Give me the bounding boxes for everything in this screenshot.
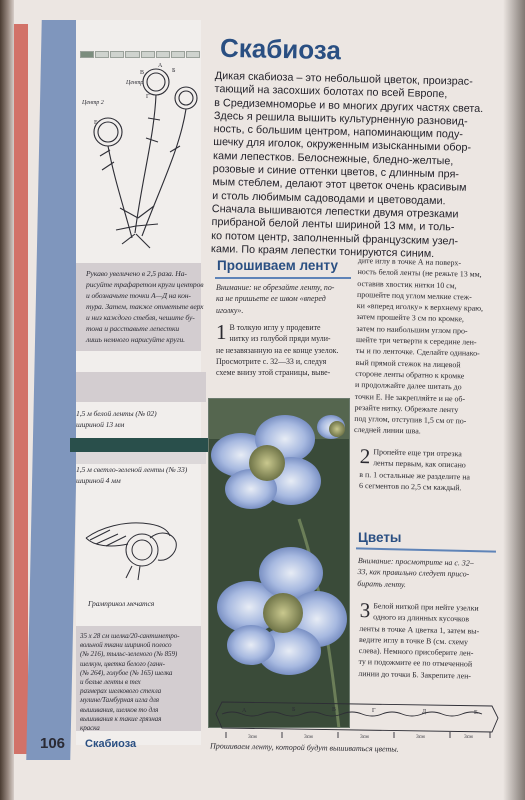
- lead-line: Внимание: не обрезайте ленту, по-: [216, 283, 335, 292]
- intro-line: Здесь я решила вышить культурненную разновид-: [213, 109, 468, 128]
- step-2: [359, 446, 520, 495]
- step-line: ленты в точке А цветка 1, затем вы-: [359, 623, 480, 636]
- ruler-segment: 3см: [360, 734, 369, 740]
- caption-line: рисуйте трафаретом круги центров: [86, 280, 204, 289]
- step-line: В толкую иглу у продевите: [229, 323, 321, 332]
- caption-line: Рукаво увеличено в 2,5 раза. На-: [86, 269, 187, 278]
- lead-line: Внимание: просмотрите на с. 32–: [357, 555, 474, 568]
- diagram-label-v: В: [140, 70, 145, 76]
- diagram-label-e: Е: [94, 120, 98, 126]
- intro-line: мым стеблем, делают этот цветок очень красивым: [212, 176, 467, 195]
- ruler-segment: 3см: [464, 734, 473, 740]
- dark-green-divider: [70, 438, 215, 452]
- ruler-segment: 3см: [248, 734, 257, 740]
- materials-line: вышивания к такие грязная: [80, 714, 162, 723]
- tape-line: 1,5 м светло-зеленой ленты (№ 33): [76, 465, 188, 474]
- step-number: 2: [359, 444, 371, 469]
- tape-line: шириной 13 мм: [76, 420, 125, 429]
- materials-line: и белые ленты в тех: [80, 678, 141, 687]
- body-line: ность белой ленты (не режьте 13 мм,: [357, 267, 482, 280]
- tape-spec-2: [76, 464, 187, 486]
- color-swatch-bar: [80, 51, 200, 58]
- materials-line: мулине/Тамбурная игла для: [80, 696, 159, 705]
- step-line: Просмотрите с. 32—33 и, следуя: [216, 356, 327, 366]
- body-line: стороне ленты обратно к кромке: [355, 368, 465, 381]
- materials-line: размерах шелкового стекла: [80, 687, 162, 696]
- lead-line: 33, как правильно следует присо-: [357, 567, 470, 579]
- red-margin-stripe: [12, 24, 28, 754]
- tape-line: 1,5 м белой ленты (№ 02): [76, 409, 157, 418]
- body-line: точки Е. Не закрепляйте и не об-: [354, 391, 466, 404]
- caption-line: тона и расставьте лепестки: [86, 324, 180, 333]
- diagram-label-center: Центр: [126, 80, 144, 86]
- section-heading-ribbon: Прошиваем ленту: [217, 258, 338, 273]
- photo-caption: Прошиваем ленту, которой будут вышиваться цветы.: [209, 741, 399, 754]
- materials-line: вышивания, шелков то для: [80, 705, 159, 714]
- body-line: и продолжайте далее шитать до: [354, 380, 462, 392]
- edge-shadow: [503, 0, 525, 800]
- step-line: ведите иглу в точке В (см. схему: [359, 634, 469, 647]
- body-line: следней линии шва.: [353, 425, 421, 436]
- step-number: 1: [216, 320, 227, 344]
- materials-list: [80, 632, 179, 733]
- intro-line: в Средиземноморье и во многих других частях света.: [214, 96, 484, 115]
- intro-line: Дикая скабиоза – это небольшой цветок, произрас-: [214, 70, 473, 88]
- tape-band: [76, 372, 206, 402]
- caption-line: Грамприкол мечатся: [88, 599, 155, 608]
- section1-lead: [216, 282, 356, 316]
- ruler-segment: 3см: [304, 734, 313, 740]
- flower-photo: [208, 398, 350, 728]
- lead-line: ка не пришьете ее швом «вперед: [216, 294, 326, 304]
- ruler-label: В: [332, 707, 337, 713]
- section2-lead: [357, 555, 518, 593]
- diagram-label-g: Г: [146, 94, 150, 100]
- body-line: затем по наибольшим углом про-: [356, 323, 468, 336]
- body-line: дите иглу в точке А на поверх-: [357, 255, 462, 268]
- heading-rule: [356, 547, 496, 552]
- intro-line: ность, с большим центром, напоминающим поду-: [213, 123, 464, 141]
- tape-line: шириной 4 мм: [76, 476, 121, 485]
- step-line: в п. 1 остальные же разделите на: [359, 469, 471, 482]
- ruler-segment: 3см: [416, 734, 425, 740]
- intro-line: розовые и синие оттенки цветов, с длинным пря-: [212, 163, 460, 181]
- intro-line: ко потом центр, заполненный французским узел-: [211, 229, 459, 248]
- step-line: ту и подожмите ее по отмеченной: [358, 657, 473, 670]
- step-line: одного из длинных кусочков: [373, 612, 470, 624]
- intro-line: тающий на засохших болотах по всей Европе,: [214, 83, 448, 101]
- caption-line: тура. Затем, также отметьте верх: [86, 302, 204, 311]
- body-line: оставив хвостик нитки 10 см,: [357, 278, 457, 290]
- heading-rule: [215, 277, 351, 279]
- flower-pattern-diagram: [80, 58, 210, 263]
- ruler-label: Г: [372, 708, 376, 714]
- caption-line: и низ каждого стебля, чешите бу-: [86, 313, 195, 322]
- lead-line: бирать ленту.: [357, 578, 407, 589]
- intro-line: Сначала вышиваются лепестки двумя отрезками: [211, 202, 459, 221]
- step-line: ленты первым, как описано: [373, 458, 466, 470]
- page-number: 106: [40, 735, 66, 752]
- intro-line: ками. По краям лепестки тонируются синим.: [210, 242, 435, 260]
- intro-line: ками лепестков. Белоснежные, бледно-желтые,: [212, 149, 454, 168]
- diagram-label-b: Б: [172, 68, 176, 74]
- materials-line: 35 х 28 см шелка/20-сантиметро-: [80, 632, 180, 640]
- body-line: под углом, отступив 1,5 см от по-: [354, 414, 467, 426]
- caption-line: и обозначьте точки А—Д на кон-: [86, 291, 191, 300]
- diagram-2-caption: [88, 598, 154, 609]
- intro-paragraph: [211, 70, 515, 263]
- scabiosa-flowers-image: [209, 399, 350, 728]
- ruler-label: А: [242, 708, 247, 714]
- right-column-text: [354, 255, 518, 439]
- step-line: линии до точки Б. Закрепите лен-: [358, 668, 472, 681]
- step-line: слева). Немного присоберите лен-: [358, 646, 474, 658]
- step-line: не незавязанную на ее конце узелок.: [216, 345, 339, 355]
- step-line: Белой ниткой при нейте узелки: [373, 601, 479, 613]
- body-line: шейте три четверти к середине лен-: [355, 335, 477, 347]
- step-line: схеме внизу этой страницы, выве-: [216, 368, 331, 378]
- tape-band-2: [76, 452, 206, 464]
- step-line: нитку из голубой пряди мули-: [229, 334, 331, 344]
- tape-spec-1: [76, 408, 157, 430]
- running-title: Скабиоза: [85, 738, 137, 750]
- body-line: ки «вперед иголку» к верхнему краю,: [356, 301, 484, 314]
- ruler-label: Е: [474, 710, 478, 716]
- intro-line: прибраной белой ленты шириной 13 мм, и толь-: [211, 216, 455, 234]
- materials-line: (№ 216), тыльс-зеленого (№ 859): [80, 650, 178, 659]
- step-number: 3: [359, 598, 371, 623]
- body-line: вый прямой стежок на лицевой: [355, 357, 461, 370]
- body-line: резайте нитку. Обрежьте ленту: [354, 402, 459, 415]
- materials-line: краска: [80, 724, 100, 733]
- caption-line: лишь немного нарисуйте круги.: [86, 335, 185, 344]
- ribbon-stitch-ruler: [212, 692, 502, 744]
- binding-shadow: [0, 0, 14, 800]
- step-line: Пропейте еще три отрезка: [373, 447, 462, 459]
- step-3: [358, 600, 520, 683]
- lead-line: иголку».: [216, 305, 244, 315]
- ribbon-petal-diagram: [80, 500, 200, 590]
- intro-line: шечку для иголок, окруженным изысканными обор-: [213, 136, 472, 155]
- materials-line: вольной ткани шириной полосо: [80, 641, 172, 650]
- diagram-label-center-2: Центр 2: [82, 100, 104, 106]
- materials-line: (№ 264), голубое (№ 165) шелка: [80, 668, 173, 677]
- diagram-label-a: А: [158, 63, 163, 69]
- body-line: прошейте под углом мелкие стеж-: [357, 289, 472, 302]
- body-line: затем прошейте 3 см по кромке,: [356, 312, 465, 324]
- body-line: ты и по ленточке. Сделайте одинако-: [355, 346, 480, 359]
- page-title: Скабиоза: [219, 32, 342, 66]
- intro-line: и столь любимым садоводами и цветоводами.: [212, 189, 446, 207]
- ruler-label: Б: [292, 707, 296, 713]
- step-line: 6 сегментов по 2,5 см каждый.: [359, 480, 462, 493]
- materials-line: шелкун, цветка белого (ганн-: [80, 659, 165, 668]
- step-1: [216, 322, 356, 378]
- ruler-label: Д: [422, 709, 427, 715]
- sidebar-pattern-caption: [86, 268, 203, 345]
- section-heading-flowers: Цветы: [358, 530, 402, 545]
